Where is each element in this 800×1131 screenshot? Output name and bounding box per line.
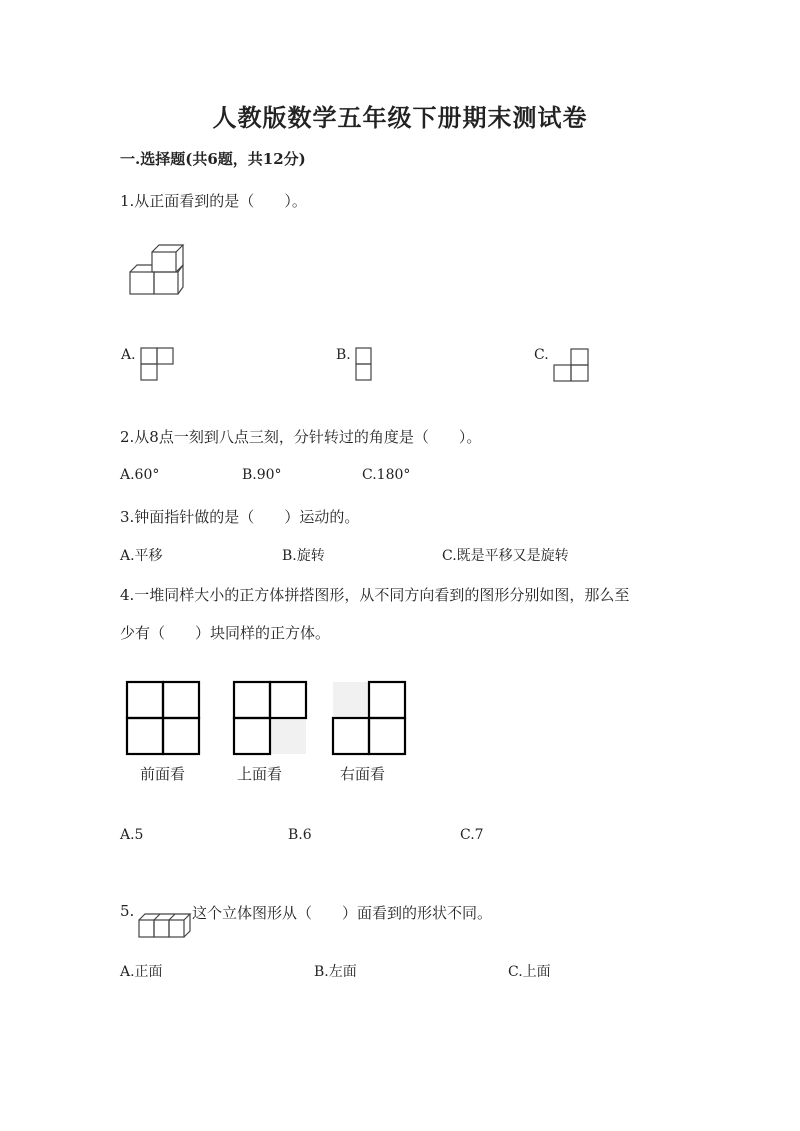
question-4-option-c[interactable]: C.7 bbox=[460, 827, 484, 843]
question-4-text-line2: 少有（ ）块同样的正方体。 bbox=[120, 624, 331, 642]
question-5-option-c[interactable]: C.上面 bbox=[508, 964, 551, 980]
question-3-text: 3.钟面指针做的是（ ）运动的。 bbox=[120, 508, 360, 526]
question-5-block-figure bbox=[138, 913, 190, 939]
question-5-option-b[interactable]: B.左面 bbox=[314, 964, 357, 980]
question-2-option-c[interactable]: C.180° bbox=[362, 467, 411, 483]
question-4-option-b[interactable]: B.6 bbox=[288, 827, 312, 843]
question-2-option-a[interactable]: A.60° bbox=[120, 467, 160, 483]
question-1-option-c[interactable]: C. bbox=[534, 347, 549, 363]
question-4-front-view-figure bbox=[126, 681, 200, 755]
question-1-option-a[interactable]: A. bbox=[121, 347, 136, 363]
question-1-option-b[interactable]: B. bbox=[336, 347, 351, 363]
question-5-text: 这个立体图形从（ ）面看到的形状不同。 bbox=[192, 904, 493, 922]
question-1-option-b-figure bbox=[355, 347, 373, 381]
question-3-option-b[interactable]: B.旋转 bbox=[282, 548, 325, 564]
page-title: 人教版数学五年级下册期末测试卷 bbox=[212, 103, 588, 132]
section-heading: 一.选择题(共6题，共12分) bbox=[120, 150, 306, 168]
question-4-right-view-label: 右面看 bbox=[340, 765, 386, 783]
question-1-option-c-figure bbox=[553, 348, 589, 382]
question-4-top-view-figure bbox=[233, 681, 307, 755]
question-4-option-a[interactable]: A.5 bbox=[120, 827, 144, 843]
question-1-cube-figure bbox=[128, 244, 188, 298]
question-4-right-view-figure bbox=[332, 681, 406, 755]
question-2-option-b[interactable]: B.90° bbox=[242, 467, 282, 483]
question-3-option-c[interactable]: C.既是平移又是旋转 bbox=[442, 548, 569, 564]
question-4-text-line1: 4.一堆同样大小的正方体拼搭图形，从不同方向看到的图形分别如图，那么至 bbox=[120, 586, 630, 604]
question-1-text: 1.从正面看到的是（ ）。 bbox=[120, 192, 307, 210]
question-1-option-a-figure bbox=[140, 347, 174, 381]
question-4-front-view-label: 前面看 bbox=[140, 765, 186, 783]
question-4-top-view-label: 上面看 bbox=[237, 765, 283, 783]
question-5-option-a[interactable]: A.正面 bbox=[120, 964, 163, 980]
question-2-text: 2.从8点一刻到八点三刻，分针转过的角度是（ ）。 bbox=[120, 428, 482, 446]
question-5-number: 5. bbox=[120, 902, 135, 920]
question-3-option-a[interactable]: A.平移 bbox=[120, 548, 163, 564]
